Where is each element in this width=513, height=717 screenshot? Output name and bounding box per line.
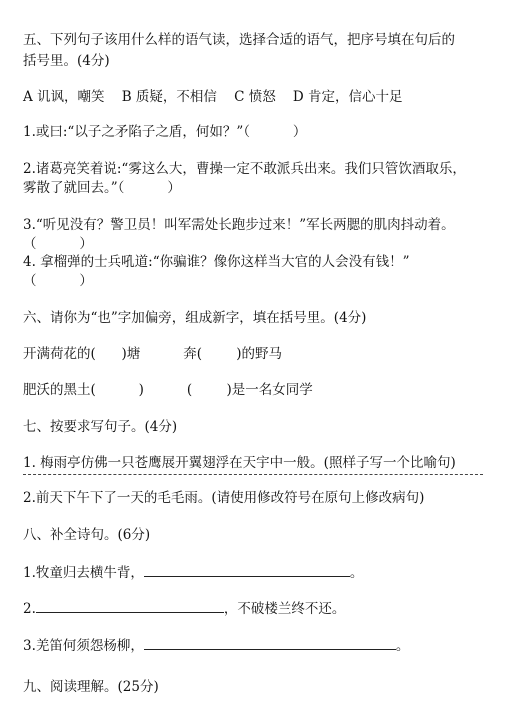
section-8-title: 八、补全诗句。(6分) [23,527,151,543]
poem-3-blank[interactable] [144,636,396,650]
section-7-title: 七、按要求写句子。(4分) [23,419,178,435]
poem-1-suffix: 。 [349,565,364,581]
poem-1-blank[interactable] [144,563,350,577]
poem-2-blank[interactable] [36,599,224,613]
poem-line-3 [23,636,409,655]
section-5-title-line1: 五、下列句子该用什么样的语气读，选择合适的语气，把序号填在句后的 [23,32,455,48]
poem-2-suffix: ，不破楼兰终不还。 [223,601,346,617]
section-9-title: 九、阅读理解。(25分) [23,679,159,695]
section-6-title: 六、请你为“也”字加偏旁，组成新字，填在括号里。(4分) [23,310,367,326]
poem-1-prefix: 1.牧童归去横牛背， [23,565,144,581]
question-5-4-line1: 4. 拿榴弹的士兵吼道:“你骗谁？像你这样当大官的人会没有钱！” [23,254,410,270]
poem-line-1 [23,563,363,582]
poem-3-suffix: 。 [395,638,410,654]
question-7-1: 1. 梅雨亭仿佛一只苍鹰展开翼翅浮在天宇中一般。(照样子写一个比喻句) [23,455,456,471]
section-5-title-line2: 括号里。(4分) [23,53,110,69]
poem-line-2 [23,599,345,618]
answer-line-7-1[interactable] [23,474,483,475]
question-7-2: 2.前天下午下了一天的毛毛雨。(请使用修改符号在原句上修改病句) [23,490,425,506]
question-5-2-line2: 雾散了就回去。”（ ） [23,180,181,196]
tone-options: A 讥讽，嘲笑 B 质疑，不相信 C 愤怒 D 肯定，信心十足 [23,89,403,105]
question-5-4-line2: （ ） [23,273,93,289]
question-5-3-line1: 3.“听见没有？警卫员！叫军需处长跑步过来！”军长两腮的肌肉抖动着。 [23,217,455,233]
section-6-row2: 肥沃的黑土( ) ( )是一名女同学 [23,382,313,398]
poem-3-prefix: 3.羌笛何须怨杨柳， [23,638,144,654]
question-5-1: 1.或曰:“以子之矛陷子之盾，何如？”（ ） [23,124,307,140]
question-5-2-line1: 2.诸葛亮笑着说:“雾这么大，曹操一定不敢派兵出来。我们只管饮酒取乐， [23,161,466,177]
question-5-3-line2: （ ） [23,236,93,252]
section-6-row1: 开满荷花的( )塘 奔( )的野马 [23,346,283,362]
poem-2-prefix: 2. [23,601,36,617]
